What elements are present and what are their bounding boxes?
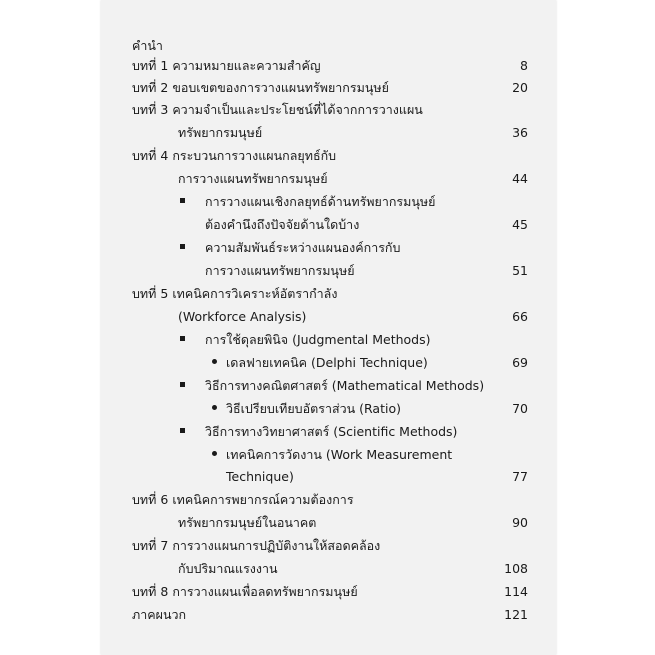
toc-subsubentry: เดลฟายเทคนิค (Delphi Technique) bbox=[226, 355, 428, 370]
toc-page-number: 51 bbox=[512, 263, 528, 278]
toc-entry-chapter-6: บทที่ 6 เทคนิคการพยากรณ์ความต้องการ bbox=[132, 492, 354, 507]
toc-entry-continuation: Technique) bbox=[226, 469, 294, 484]
toc-entry-chapter-2: บทที่ 2 ขอบเขตของการวางแผนทรัพยากรมนุษย์ bbox=[132, 80, 389, 95]
toc-entry-continuation: กับปริมาณแรงงาน bbox=[178, 561, 278, 576]
dot-bullet-icon bbox=[212, 451, 217, 456]
toc-page-number: 114 bbox=[504, 584, 528, 599]
toc-entry-appendix: ภาคผนวก bbox=[132, 607, 187, 622]
toc-entry-continuation: ทรัพยากรมนุษย์ bbox=[178, 125, 263, 140]
toc-entry-continuation: การวางแผนทรัพยากรมนุษย์ bbox=[178, 171, 328, 186]
book-page bbox=[101, 0, 556, 655]
toc-page-number: 77 bbox=[512, 469, 528, 484]
toc-page-number: 121 bbox=[504, 607, 528, 622]
square-bullet-icon bbox=[180, 428, 185, 433]
toc-page-number: 45 bbox=[512, 217, 528, 232]
toc-page-number: 66 bbox=[512, 309, 528, 324]
toc-entry-chapter-1: บทที่ 1 ความหมายและความสำคัญ bbox=[132, 58, 321, 73]
dot-bullet-icon bbox=[212, 359, 217, 364]
toc-subentry: วิธีการทางคณิตศาสตร์ (Mathematical Methods) bbox=[205, 378, 485, 393]
toc-page-number: 69 bbox=[512, 355, 528, 370]
square-bullet-icon bbox=[180, 244, 185, 249]
dot-bullet-icon bbox=[212, 405, 217, 410]
toc-subsubentry: วิธีเปรียบเทียบอัตราส่วน (Ratio) bbox=[226, 401, 401, 416]
toc-page-number: 20 bbox=[512, 80, 528, 95]
toc-page-number: 8 bbox=[520, 58, 528, 73]
toc-subentry: การใช้ดุลยพินิจ (Judgmental Methods) bbox=[205, 332, 431, 347]
toc-subentry: การวางแผนเชิงกลยุทธ์ด้านทรัพยากรมนุษย์ bbox=[205, 194, 436, 209]
toc-entry-chapter-8: บทที่ 8 การวางแผนเพื่อลดทรัพยากรมนุษย์ bbox=[132, 584, 358, 599]
toc-page-number: 108 bbox=[504, 561, 528, 576]
square-bullet-icon bbox=[180, 382, 185, 387]
toc-heading: คำนำ bbox=[132, 38, 163, 53]
toc-entry-continuation: การวางแผนทรัพยากรมนุษย์ bbox=[205, 263, 355, 278]
toc-entry-chapter-7: บทที่ 7 การวางแผนการปฏิบัติงานให้สอดคล้อง bbox=[132, 538, 381, 553]
toc-entry-chapter-3: บทที่ 3 ความจำเป็นและประโยชน์ที่ได้จากการวางแผน bbox=[132, 102, 423, 117]
square-bullet-icon bbox=[180, 336, 185, 341]
square-bullet-icon bbox=[180, 198, 185, 203]
toc-subentry: ความสัมพันธ์ระหว่างแผนองค์การกับ bbox=[205, 240, 401, 255]
toc-page-number: 70 bbox=[512, 401, 528, 416]
toc-entry-chapter-4: บทที่ 4 กระบวนการวางแผนกลยุทธ์กับ bbox=[132, 148, 337, 163]
table-of-contents bbox=[101, 0, 556, 655]
toc-page-number: 90 bbox=[512, 515, 528, 530]
toc-entry-chapter-5: บทที่ 5 เทคนิคการวิเคราะห์อัตรากำลัง bbox=[132, 286, 338, 301]
toc-subentry: วิธีการทางวิทยาศาสตร์ (Scientific Methods) bbox=[205, 424, 458, 439]
toc-subsubentry: เทคนิคการวัดงาน (Work Measurement bbox=[226, 447, 453, 462]
toc-entry-continuation: ทรัพยากรมนุษย์ในอนาคต bbox=[178, 515, 317, 530]
toc-entry-continuation: ต้องคำนึงถึงปัจจัยด้านใดบ้าง bbox=[205, 217, 360, 232]
toc-entry-continuation: (Workforce Analysis) bbox=[178, 309, 307, 324]
toc-page-number: 44 bbox=[512, 171, 528, 186]
toc-page-number: 36 bbox=[512, 125, 528, 140]
